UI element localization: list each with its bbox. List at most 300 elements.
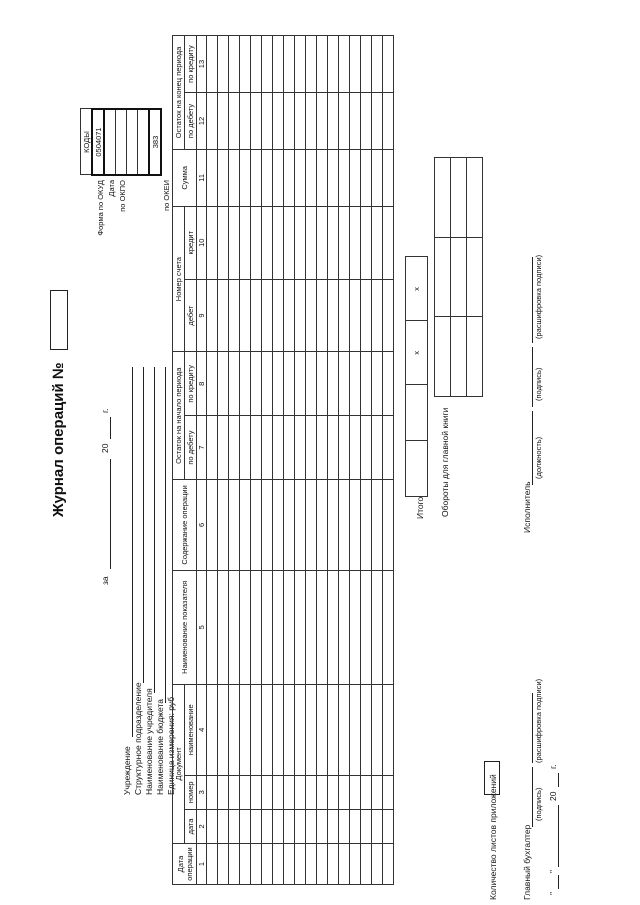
table-cell[interactable] [284,36,295,93]
table-cell[interactable] [383,809,394,843]
table-cell[interactable] [218,206,229,279]
table-cell[interactable] [240,684,251,775]
table-cell[interactable] [251,36,262,93]
table-cell[interactable] [328,352,339,416]
table-cell[interactable] [229,206,240,279]
table-row [339,36,350,885]
table-cell[interactable] [262,844,273,885]
table-cell[interactable] [339,479,350,570]
table-cell[interactable] [383,416,394,480]
table-cell[interactable] [372,775,383,809]
table-cell[interactable] [372,479,383,570]
codes-value-okud[interactable]: 0504071 [92,109,104,175]
table-cell[interactable] [350,809,361,843]
codes-label-okei: по ОКЕИ [162,180,171,211]
table-cell[interactable] [240,479,251,570]
table-cell[interactable] [240,416,251,480]
field-founder: Наименование учредителя [144,688,154,795]
table-cell[interactable] [262,279,273,352]
codes-value-okpo[interactable] [116,109,127,175]
table-row [328,36,339,885]
table-cell[interactable] [317,149,328,206]
chief-date-quote-close: " [548,869,558,873]
table-cell[interactable] [284,416,295,480]
table-cell[interactable] [207,206,218,279]
table-cell[interactable] [262,93,273,150]
table-row [229,36,240,885]
table-cell[interactable] [262,809,273,843]
total-credit-mark: х [406,257,428,321]
attachments-label: Количество листов приложений [488,774,498,900]
table-cell[interactable] [262,206,273,279]
table-cell[interactable] [240,149,251,206]
table-cell[interactable] [383,479,394,570]
table-cell[interactable] [218,479,229,570]
table-cell[interactable] [207,279,218,352]
col-sum: Сумма [173,149,197,206]
table-cell[interactable] [361,416,372,480]
total-debit-mark: х [406,321,428,385]
table-cell[interactable] [350,149,361,206]
table-cell[interactable] [218,279,229,352]
col-start-debit: по дебету [185,416,197,480]
table-cell[interactable] [262,416,273,480]
table-cell[interactable] [339,416,350,480]
table-cell[interactable] [350,684,361,775]
table-row [218,36,229,885]
table-cell[interactable] [317,479,328,570]
table-cell[interactable] [383,206,394,279]
table-cell[interactable] [339,279,350,352]
table-cell[interactable] [350,775,361,809]
table-cell[interactable] [339,570,350,684]
executor-position-line[interactable] [532,411,533,485]
table-cell[interactable] [339,844,350,885]
table-cell[interactable] [295,809,306,843]
table-cell[interactable] [372,416,383,480]
table-cell[interactable] [328,684,339,775]
table-cell[interactable] [295,416,306,480]
column-numbers-row [197,36,207,885]
table-cell[interactable] [262,36,273,93]
table-cell[interactable] [284,809,295,843]
table-cell[interactable] [262,570,273,684]
col-doc-name: наименование [185,684,197,775]
table-cell[interactable] [240,809,251,843]
table-cell[interactable] [306,93,317,150]
table-cell[interactable] [295,279,306,352]
table-cell[interactable] [328,93,339,150]
table-cell[interactable] [295,352,306,416]
table-cell[interactable] [273,149,284,206]
col-start-credit: по кредиту [185,352,197,416]
table-cell[interactable] [350,352,361,416]
table-cell[interactable] [295,93,306,150]
table-cell[interactable] [218,775,229,809]
table-cell[interactable] [273,352,284,416]
table-cell[interactable] [350,93,361,150]
table-cell[interactable] [350,479,361,570]
table-cell[interactable] [229,684,240,775]
codes-value-okei[interactable]: 383 [149,109,161,175]
table-cell[interactable] [306,279,317,352]
table-cell[interactable] [295,36,306,93]
table-cell[interactable] [273,279,284,352]
table-cell[interactable] [317,570,328,684]
table-cell[interactable] [229,352,240,416]
col-end-debit: по дебету [185,93,197,150]
table-cell[interactable] [295,479,306,570]
table-cell[interactable] [207,570,218,684]
table-cell[interactable] [317,844,328,885]
table-cell[interactable] [372,570,383,684]
table-cell[interactable] [240,279,251,352]
table-cell[interactable] [328,206,339,279]
table-cell[interactable] [218,809,229,843]
table-cell[interactable] [284,844,295,885]
table-cell[interactable] [383,93,394,150]
table-cell[interactable] [339,809,350,843]
table-cell[interactable] [317,36,328,93]
col-debit: дебет [185,279,197,352]
table-cell[interactable] [240,36,251,93]
ledger-label: Обороты для главной книги [440,407,450,517]
table-cell[interactable] [284,206,295,279]
table-cell[interactable] [262,479,273,570]
chief-accountant-label: Главный бухгалтер [522,824,532,900]
table-cell[interactable] [207,416,218,480]
table-cell[interactable] [339,684,350,775]
table-row [240,36,251,885]
table-cell[interactable] [306,36,317,93]
column-number: 7 [197,416,207,480]
table-cell[interactable] [295,149,306,206]
table-cell[interactable] [284,149,295,206]
table-cell[interactable] [273,36,284,93]
table-cell[interactable] [306,206,317,279]
table-cell[interactable] [361,149,372,206]
table-cell[interactable] [383,352,394,416]
table-cell[interactable] [229,36,240,93]
col-end-credit: по кредиту [185,36,197,93]
table-cell[interactable] [317,809,328,843]
operations-table [172,35,394,885]
table-cell[interactable] [361,479,372,570]
table-cell[interactable] [372,93,383,150]
table-cell[interactable] [218,149,229,206]
table-cell[interactable] [372,36,383,93]
field-founder-line[interactable] [154,367,155,693]
table-cell[interactable] [350,206,361,279]
chief-date-suffix: г. [548,764,558,769]
table-cell[interactable] [361,352,372,416]
table-cell[interactable] [317,206,328,279]
executor-sign-caption: (подпись) [534,367,543,401]
table-cell[interactable] [361,206,372,279]
table-cell[interactable] [218,844,229,885]
table-cell[interactable] [207,352,218,416]
table-cell[interactable] [306,844,317,885]
chief-month-line[interactable] [558,805,559,867]
table-cell[interactable] [229,93,240,150]
table-cell[interactable] [229,479,240,570]
table-cell[interactable] [240,206,251,279]
table-cell[interactable] [240,570,251,684]
column-number: 10 [197,206,207,279]
table-cell[interactable] [207,775,218,809]
table-cell[interactable] [218,36,229,93]
period-year-prefix: 20 [100,443,110,453]
total-start-credit[interactable] [406,385,428,441]
table-cell[interactable] [229,279,240,352]
table-cell[interactable] [251,479,262,570]
table-row [251,36,262,885]
table-cell[interactable] [240,844,251,885]
table-cell[interactable] [273,775,284,809]
table-cell[interactable] [229,809,240,843]
field-budget-line[interactable] [165,367,166,703]
codes-value-empty-1[interactable] [127,109,138,175]
table-cell[interactable] [383,279,394,352]
table-cell[interactable] [251,93,262,150]
table-row [383,36,394,885]
field-division-line[interactable] [143,367,144,683]
table-cell[interactable] [295,844,306,885]
table-cell[interactable] [350,36,361,93]
table-cell[interactable] [328,775,339,809]
table-cell[interactable] [251,206,262,279]
executor-decode-line[interactable] [532,257,533,343]
table-cell[interactable] [350,844,361,885]
table-cell[interactable] [383,844,394,885]
table-cell[interactable] [229,844,240,885]
table-cell[interactable] [306,775,317,809]
table-cell[interactable] [273,479,284,570]
table-cell[interactable] [328,570,339,684]
table-cell[interactable] [207,93,218,150]
field-budget: Наименование бюджета [155,699,165,795]
table-cell[interactable] [207,809,218,843]
table-cell[interactable] [207,844,218,885]
table-cell[interactable] [273,206,284,279]
journal-number-box[interactable] [50,290,68,350]
table-cell[interactable] [207,36,218,93]
table-cell[interactable] [317,775,328,809]
column-number: 13 [197,36,207,93]
table-cell[interactable] [317,279,328,352]
table-cell[interactable] [317,684,328,775]
table-cell[interactable] [361,775,372,809]
table-cell[interactable] [372,809,383,843]
table-cell[interactable] [361,93,372,150]
table-cell[interactable] [328,479,339,570]
table-cell[interactable] [251,416,262,480]
table-cell[interactable] [372,352,383,416]
table-cell[interactable] [361,684,372,775]
table-cell[interactable] [284,570,295,684]
table-cell[interactable] [361,809,372,843]
table-cell[interactable] [306,479,317,570]
table-cell[interactable] [262,684,273,775]
chief-date-quote-open: " [548,891,558,895]
column-number: 11 [197,149,207,206]
table-cell[interactable] [218,352,229,416]
table-cell[interactable] [273,416,284,480]
table-cell[interactable] [372,149,383,206]
table-cell[interactable] [207,149,218,206]
total-start-debit[interactable] [406,441,428,497]
table-cell[interactable] [339,93,350,150]
table-cell[interactable] [328,149,339,206]
period-year-line [110,417,111,439]
executor-decode-caption: (расшифровка подписи) [534,254,543,339]
field-unit: Единица измерения: руб [166,696,176,795]
table-cell[interactable] [372,279,383,352]
chief-sign-line[interactable] [532,767,533,827]
table-cell[interactable] [328,36,339,93]
table-cell[interactable] [240,775,251,809]
table-cell[interactable] [328,844,339,885]
table-cell[interactable] [251,570,262,684]
codes-table [80,108,162,176]
table-cell[interactable] [218,684,229,775]
table-cell[interactable] [317,416,328,480]
table-cell[interactable] [240,93,251,150]
table-row [295,36,306,885]
table-cell[interactable] [262,775,273,809]
table-cell[interactable] [350,279,361,352]
table-cell[interactable] [306,352,317,416]
table-row [372,36,383,885]
col-doc-number: номер [185,775,197,809]
table-cell[interactable] [251,684,262,775]
table-cell[interactable] [339,206,350,279]
ledger-table [434,157,483,397]
col-credit: кредит [185,206,197,279]
table-cell[interactable] [339,149,350,206]
table-cell[interactable] [240,352,251,416]
table-cell[interactable] [317,352,328,416]
table-cell[interactable] [383,570,394,684]
table-cell[interactable] [372,206,383,279]
table-cell[interactable] [262,149,273,206]
table-cell[interactable] [262,352,273,416]
attachments-count-box[interactable] [484,761,500,795]
table-cell[interactable] [361,570,372,684]
table-row [361,36,372,885]
table-cell[interactable] [273,684,284,775]
page-title: Журнал операций № [50,362,67,517]
table-cell[interactable] [350,416,361,480]
table-cell[interactable] [306,149,317,206]
totals-table [405,241,428,497]
table-cell[interactable] [328,279,339,352]
table-row [317,36,328,885]
table-cell[interactable] [306,809,317,843]
table-row [306,36,317,885]
column-number: 4 [197,684,207,775]
table-cell[interactable] [295,684,306,775]
table-cell[interactable] [295,775,306,809]
codes-value-empty-2[interactable] [138,109,150,175]
table-cell[interactable] [251,809,262,843]
table-cell[interactable] [229,775,240,809]
table-cell[interactable] [251,279,262,352]
table-cell[interactable] [295,206,306,279]
table-cell[interactable] [284,279,295,352]
table-cell[interactable] [295,570,306,684]
chief-day-line[interactable] [558,875,559,889]
table-cell[interactable] [207,479,218,570]
group-balance-end: Остаток на конец периода [173,36,185,150]
table-row [207,36,218,885]
chief-decode-line[interactable] [532,693,533,763]
table-cell[interactable] [361,279,372,352]
table-cell[interactable] [383,149,394,206]
table-cell[interactable] [372,684,383,775]
table-cell[interactable] [251,149,262,206]
table-cell[interactable] [273,844,284,885]
table-cell[interactable] [317,93,328,150]
table-cell[interactable] [383,684,394,775]
table-cell[interactable] [328,809,339,843]
table-cell[interactable] [218,416,229,480]
table-cell[interactable] [229,416,240,480]
table-cell[interactable] [284,93,295,150]
table-cell[interactable] [284,479,295,570]
table-cell[interactable] [284,775,295,809]
executor-sign-line[interactable] [532,347,533,407]
table-cell[interactable] [383,775,394,809]
table-cell[interactable] [218,570,229,684]
table-cell[interactable] [284,352,295,416]
col-op-date: Дата операции [173,844,197,885]
table-cell[interactable] [251,775,262,809]
table-cell[interactable] [383,36,394,93]
table-cell[interactable] [251,352,262,416]
column-number: 2 [197,809,207,843]
table-cell[interactable] [339,36,350,93]
table-cell[interactable] [229,149,240,206]
table-cell[interactable] [339,775,350,809]
table-cell[interactable] [229,570,240,684]
table-cell[interactable] [207,684,218,775]
table-row [350,36,361,885]
codes-label-okpo: по ОКПО [118,180,127,212]
table-cell[interactable] [306,416,317,480]
column-number: 8 [197,352,207,416]
table-cell[interactable] [372,844,383,885]
table-cell[interactable] [328,416,339,480]
group-account-number: Номер счета [173,206,185,352]
table-cell[interactable] [306,570,317,684]
codes-label-date: Дата [107,180,116,197]
table-cell[interactable] [273,93,284,150]
table-cell[interactable] [350,570,361,684]
table-row [273,36,284,885]
table-cell[interactable] [306,684,317,775]
codes-value-date[interactable] [104,109,116,175]
chief-year-line[interactable] [558,773,559,787]
table-cell[interactable] [273,570,284,684]
table-cell[interactable] [218,93,229,150]
table-cell[interactable] [361,844,372,885]
table-cell[interactable] [339,352,350,416]
table-cell[interactable] [284,684,295,775]
table-cell[interactable] [251,844,262,885]
table-cell[interactable] [361,36,372,93]
table-cell[interactable] [273,809,284,843]
